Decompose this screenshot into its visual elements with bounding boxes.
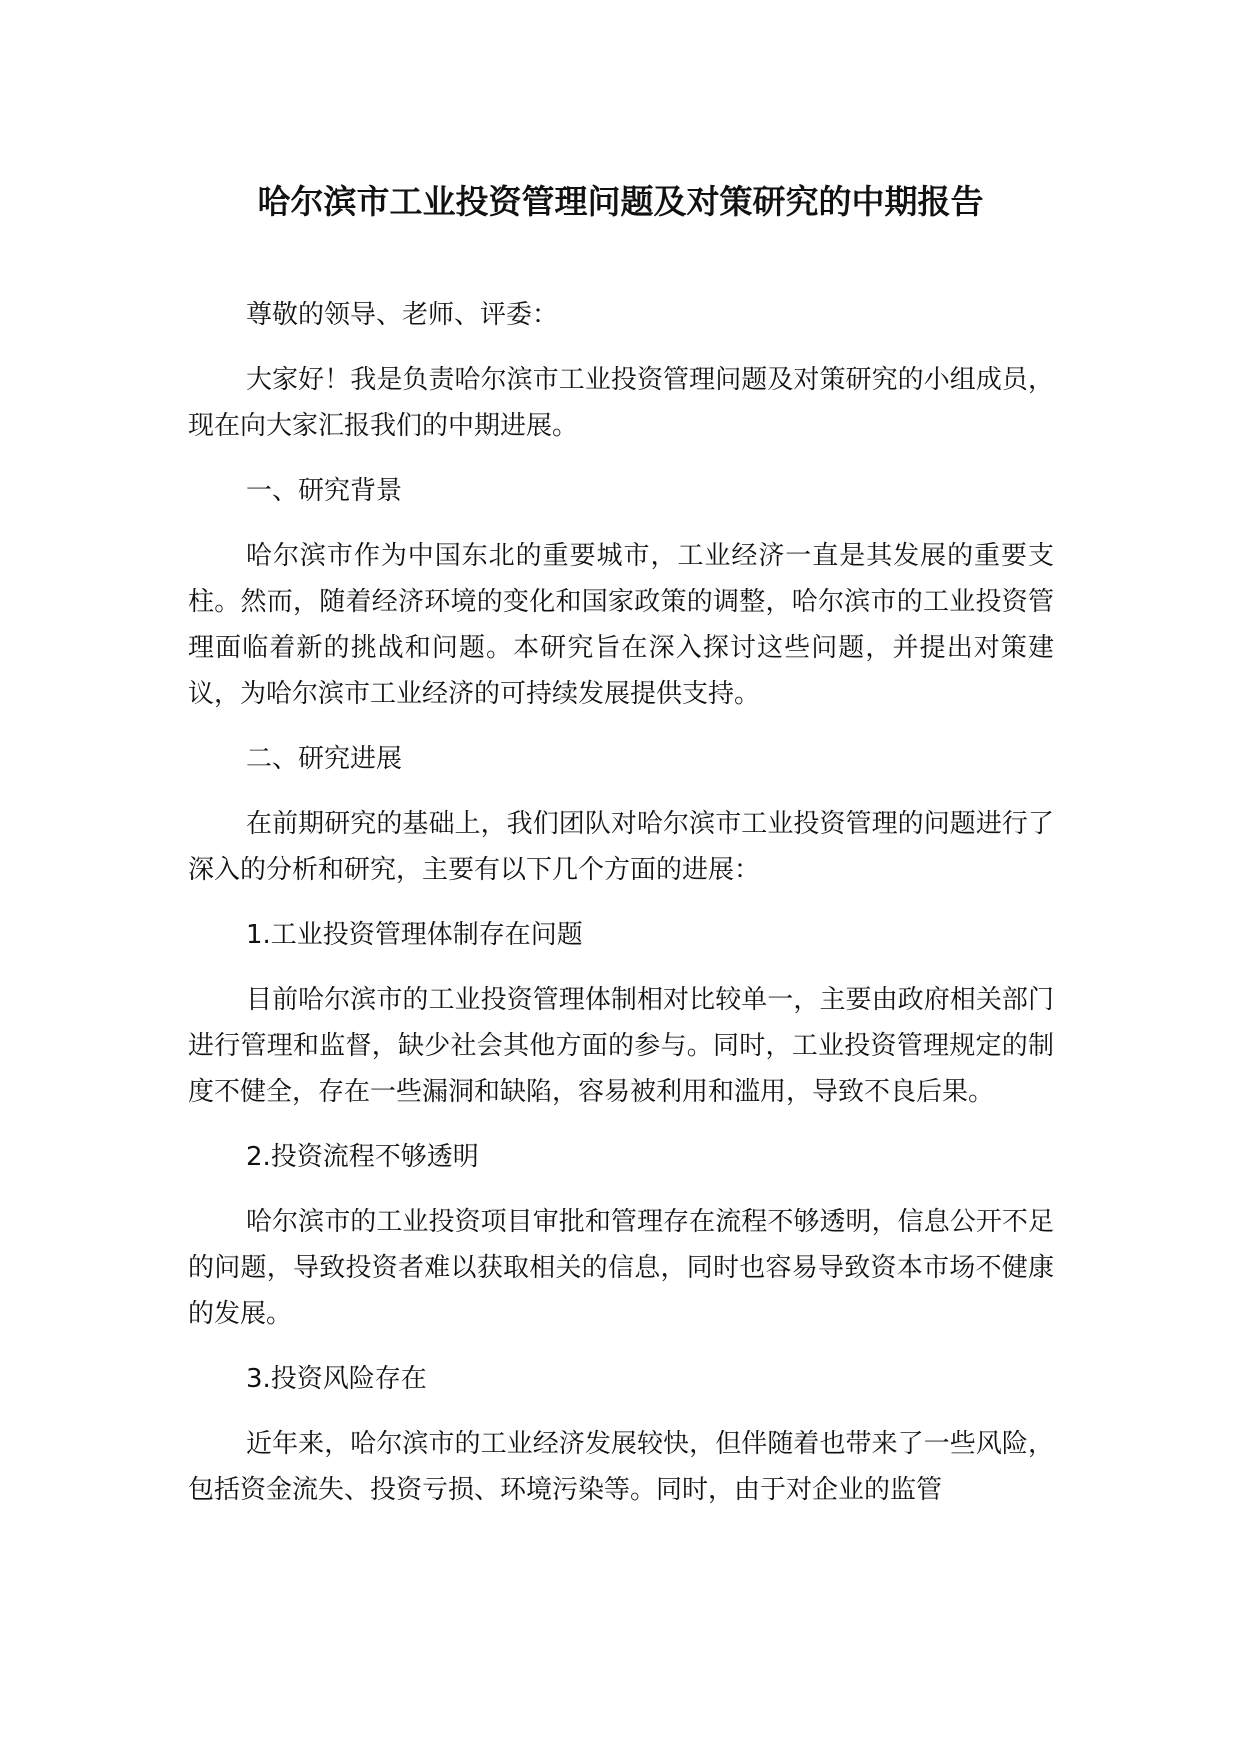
subheading-system-issues: 1.工业投资管理体制存在问题 bbox=[246, 920, 583, 950]
risks-paragraph: 近年来，哈尔滨市的工业经济发展较快，但伴随着也带来了一些风险，包括资金流失、投资亏损、环境污染等。同时，由于对企业的监管 bbox=[188, 1429, 1054, 1505]
transparency-paragraph: 哈尔滨市的工业投资项目审批和管理存在流程不够透明，信息公开不足的问题，导致投资者难以获取相关的信息，同时也容易导致资本市场不健康的发展。 bbox=[188, 1207, 1054, 1329]
intro-paragraph: 大家好！我是负责哈尔滨市工业投资管理问题及对策研究的小组成员，现在向大家汇报我们的中期进展。 bbox=[188, 365, 1054, 441]
subheading-risks: 3.投资风险存在 bbox=[246, 1364, 427, 1394]
background-paragraph: 哈尔滨市作为中国东北的重要城市，工业经济一直是其发展的重要支柱。然而，随着经济环境的变化和国家政策的调整，哈尔滨市的工业投资管理面临着新的挑战和问题。本研究旨在深入探讨这些问题，并提出对策建议，为哈尔滨市工业经济的可持续发展提供支持。 bbox=[188, 541, 1054, 709]
subheading-transparency: 2.投资流程不够透明 bbox=[246, 1142, 479, 1172]
salutation: 尊敬的领导、老师、评委： bbox=[246, 300, 559, 330]
document-body bbox=[188, 292, 1054, 1532]
progress-paragraph: 在前期研究的基础上，我们团队对哈尔滨市工业投资管理的问题进行了深入的分析和研究，主要有以下几个方面的进展： bbox=[188, 809, 1054, 885]
section-heading-background: 一、研究背景 bbox=[246, 476, 403, 506]
section-heading-progress: 二、研究进展 bbox=[246, 744, 403, 774]
system-issues-paragraph: 目前哈尔滨市的工业投资管理体制相对比较单一，主要由政府相关部门进行管理和监督，缺少社会其他方面的参与。同时，工业投资管理规定的制度不健全，存在一些漏洞和缺陷，容易被利用和滥用，导致不良后果。 bbox=[188, 985, 1054, 1107]
document-title: 哈尔滨市工业投资管理问题及对策研究的中期报告 bbox=[257, 182, 984, 221]
